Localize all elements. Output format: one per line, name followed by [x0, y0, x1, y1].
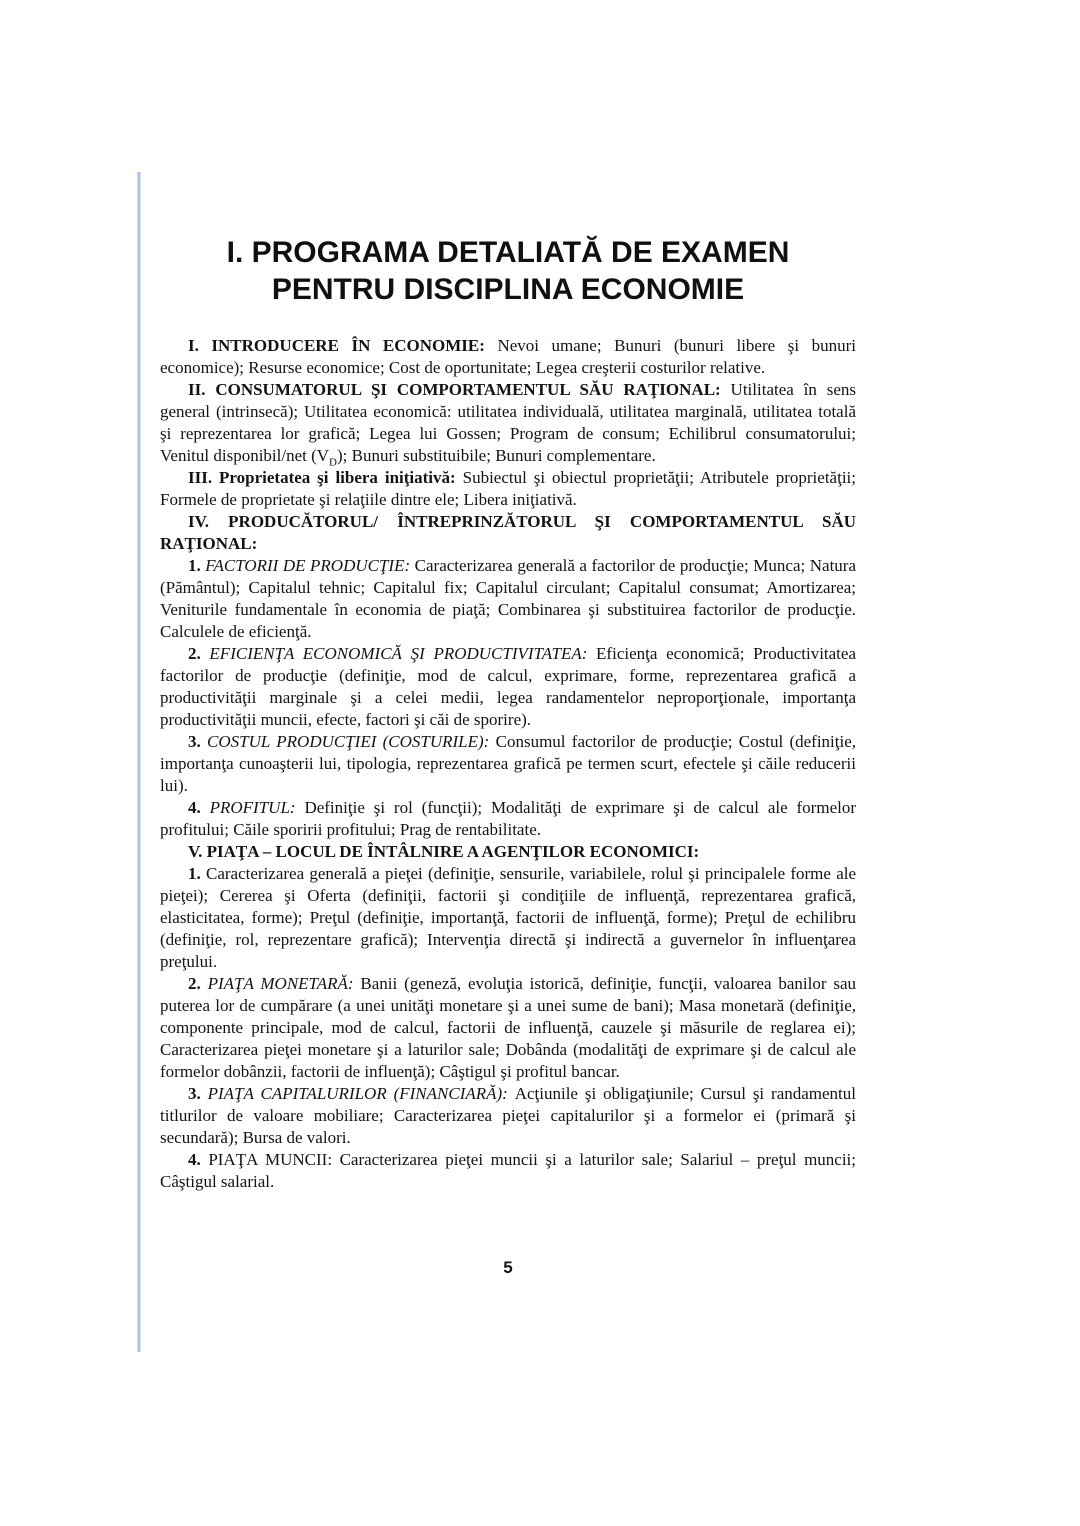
- paragraph: 3. PIAŢA CAPITALURILOR (FINANCIARĂ): Acţiunile şi obligaţiunile; Cursul şi randamentul titlurilor de valoare mobiliare; Caracterizarea pieţei capitalurilor şi a formelor ei (primară şi secundară); Bursa de valori.: [160, 1084, 856, 1147]
- page-number: 5: [503, 1258, 513, 1277]
- paragraph: II. CONSUMATORUL ŞI COMPORTAMENTUL SĂU RAŢIONAL: Utilitatea în sens general (intrinsecă); Utilitatea economică: utilitatea individuală, utilitatea marginală, utilitatea totală şi reprezentarea lor grafică; Legea lui Gossen; Program de consum; Echilibrul consumatorului; Venitul disponibil/net $(V_D)$; Bunuri substituibile; Bunuri complementare.: [160, 380, 856, 469]
- page-title: [160, 234, 856, 308]
- paragraph: IV. PRODUCĂTORUL/ ÎNTREPRINZĂTORUL ŞI COMPORTAMENTUL SĂU RAŢIONAL:: [160, 512, 856, 553]
- paragraph: V. PIAŢA – LOCUL DE ÎNTÂLNIRE A AGENŢILOR ECONOMICI:: [188, 842, 700, 861]
- paragraph: 2. PIAŢA MONETARĂ: Banii (geneză, evoluţia istorică, definiţie, funcţii, valoarea banilor sau puterea lor de cumpărare (a unei unităţi monetare şi a unei sume de bani); Masa monetară (definiţie, componente principale, mod de calcul, factorii de influenţă, cauzele şi măsurile de reglarea ei); Caracterizarea pieţei monetare şi a laturilor sale; Dobânda (modalităţi de exprimare şi de calcul ale formelor dobânzii, factorii de influenţă); Câştigul şi profitul bancar.: [160, 974, 856, 1081]
- paragraph: 1. FACTORII DE PRODUCŢIE: Caracterizarea generală a factorilor de producţie; Munca; Natura (Pământul); Capitalul tehnic; Capitalul fix; Capitalul circulant; Capitalul consumat; Amortizarea; Veniturile fundamentale în economia de piaţă; Combinarea şi substituirea factorilor de producţie. Calculele de eficienţă.: [160, 556, 856, 641]
- paragraphs: [160, 335, 856, 1193]
- paragraph: 3. COSTUL PRODUCŢIEI (COSTURILE): Consumul factorilor de producţie; Costul (definiţie, importanţa cunoaşterii lui, tipologia, reprezentarea grafică pe termen scurt, efectele şi căile reducerii lui).: [160, 732, 857, 795]
- paragraph: 4. PROFITUL: Definiţie şi rol (funcţii); Modalităţi de exprimare şi de calcul ale formelor profitului; Căile sporirii profitului; Prag de rentabilitate.: [160, 798, 856, 839]
- paragraph: I. INTRODUCERE ÎN ECONOMIE: Nevoi umane; Bunuri (bunuri libere şi bunuri economice); Resurse economice; Cost de oportunitate; Legea creşterii costurilor relative.: [160, 336, 856, 377]
- paragraph: 1. Caracterizarea generală a pieţei (definiţie, sensurile, variabilele, rolul şi principalele forme ale pieţei); Cererea şi Oferta (definiţii, factorii şi condiţiile de influenţă, reprezentarea grafică, elasticitatea, forme); Preţul (definiţie, importanţă, factorii de influenţă, forme); Preţul de echilibru (definiţie, rol, reprezentare grafică); Intervenţia directă şi indirectă a guvernelor în influenţarea preţului.: [160, 864, 857, 971]
- scan-edge-line: [137, 172, 141, 1352]
- page-title-line-1: I. PROGRAMA DETALIATĂ DE EXAMEN: [226, 236, 790, 269]
- page-content: [160, 234, 856, 1193]
- page-title-line-2: PENTRU DISCIPLINA ECONOMIE: [271, 273, 745, 306]
- paragraph: 2. EFICIENŢA ECONOMICĂ ŞI PRODUCTIVITATEA: Eficienţa economică; Productivitatea factorilor de producţie (definiţie, mod de calcul, exprimare, forme, reprezentarea grafică a productivităţii marginale şi a celei medii, legea randamentelor neproporţionale, importanţa productivităţii muncii, efecte, factori şi căi de sporire).: [160, 644, 857, 729]
- paragraph: 4. PIAŢA MUNCII: Caracterizarea pieţei muncii şi a laturilor sale; Salariul – preţul muncii; Câştigul salarial.: [160, 1150, 857, 1191]
- paragraph: III. Proprietatea şi libera iniţiativă: Subiectul şi obiectul proprietăţii; Atributele proprietăţii; Formele de proprietate şi relaţiile dintre ele; Libera iniţiativă.: [160, 468, 856, 509]
